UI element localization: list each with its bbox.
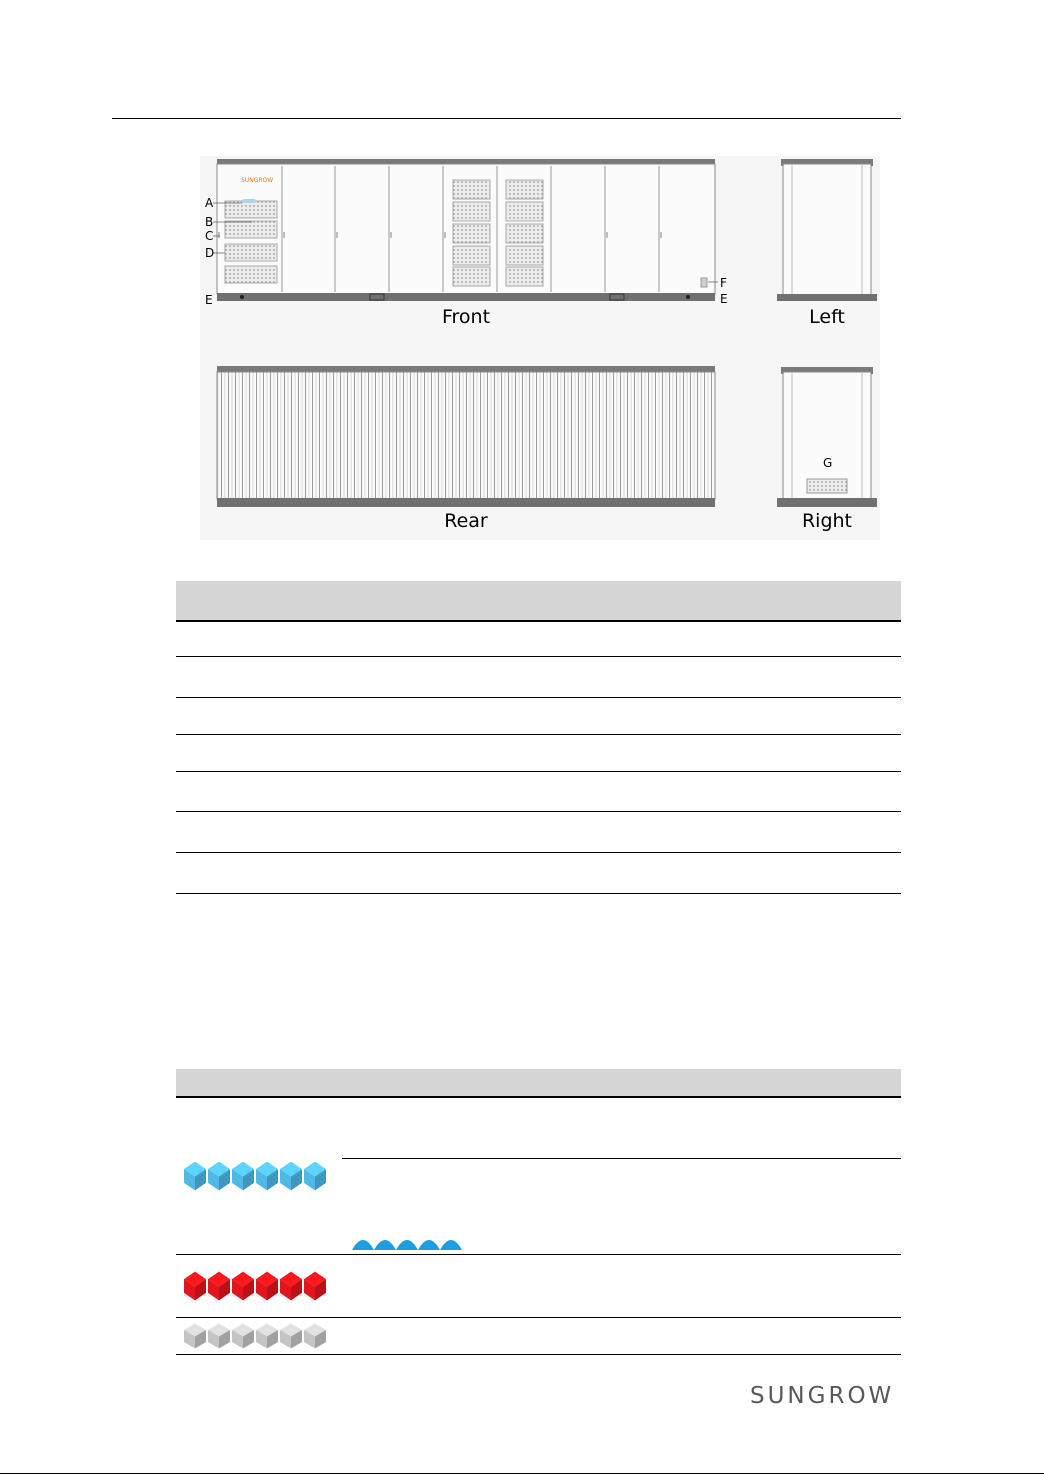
blinking-wave-icon (350, 1233, 468, 1251)
rear-view (217, 366, 715, 507)
component-table-row-rule (176, 697, 901, 698)
component-table-row-rule (176, 811, 901, 812)
page-bottom-rule (0, 1473, 1044, 1474)
indicator-off-grey-icon (184, 1323, 336, 1349)
callout-a: A (205, 196, 214, 210)
indicator-table-row-rule (176, 1354, 901, 1355)
component-table-row-rule (176, 656, 901, 657)
view-label-left: Left (809, 306, 845, 328)
component-table-row-rule (176, 734, 901, 735)
front-brand-mark: SUNGROW (241, 177, 274, 184)
component-table-header (176, 581, 901, 622)
front-view (217, 159, 715, 301)
left-view (777, 159, 877, 301)
product-drawing (200, 156, 880, 540)
indicator-fault-red-icon (184, 1271, 336, 1301)
view-label-right: Right (801, 510, 853, 532)
view-label-front: Front (441, 306, 491, 328)
footer-sungrow-logo: SUNGROW (750, 1383, 895, 1409)
view-label-rear: Rear (444, 510, 488, 532)
indicator-table-header (176, 1069, 901, 1098)
callout-e-left: E (205, 293, 213, 307)
indicator-on-blue-icon (184, 1161, 336, 1191)
component-table-row-rule (176, 771, 901, 772)
callout-b: B (205, 215, 214, 229)
callout-f: F (720, 276, 727, 290)
header-rule (112, 118, 901, 119)
indicator-table-row-rule (176, 1254, 901, 1255)
callout-e-right: E (720, 292, 728, 306)
component-table-row-rule (176, 893, 901, 894)
product-appearance-figure (200, 156, 880, 540)
indicator-table-subrow-rule (342, 1158, 901, 1159)
indicator-table-row-rule (176, 1317, 901, 1318)
callout-g: G (823, 456, 833, 470)
callout-c: C (205, 229, 214, 243)
component-table-row-rule (176, 852, 901, 853)
right-view (777, 367, 877, 507)
callout-d: D (205, 246, 215, 260)
